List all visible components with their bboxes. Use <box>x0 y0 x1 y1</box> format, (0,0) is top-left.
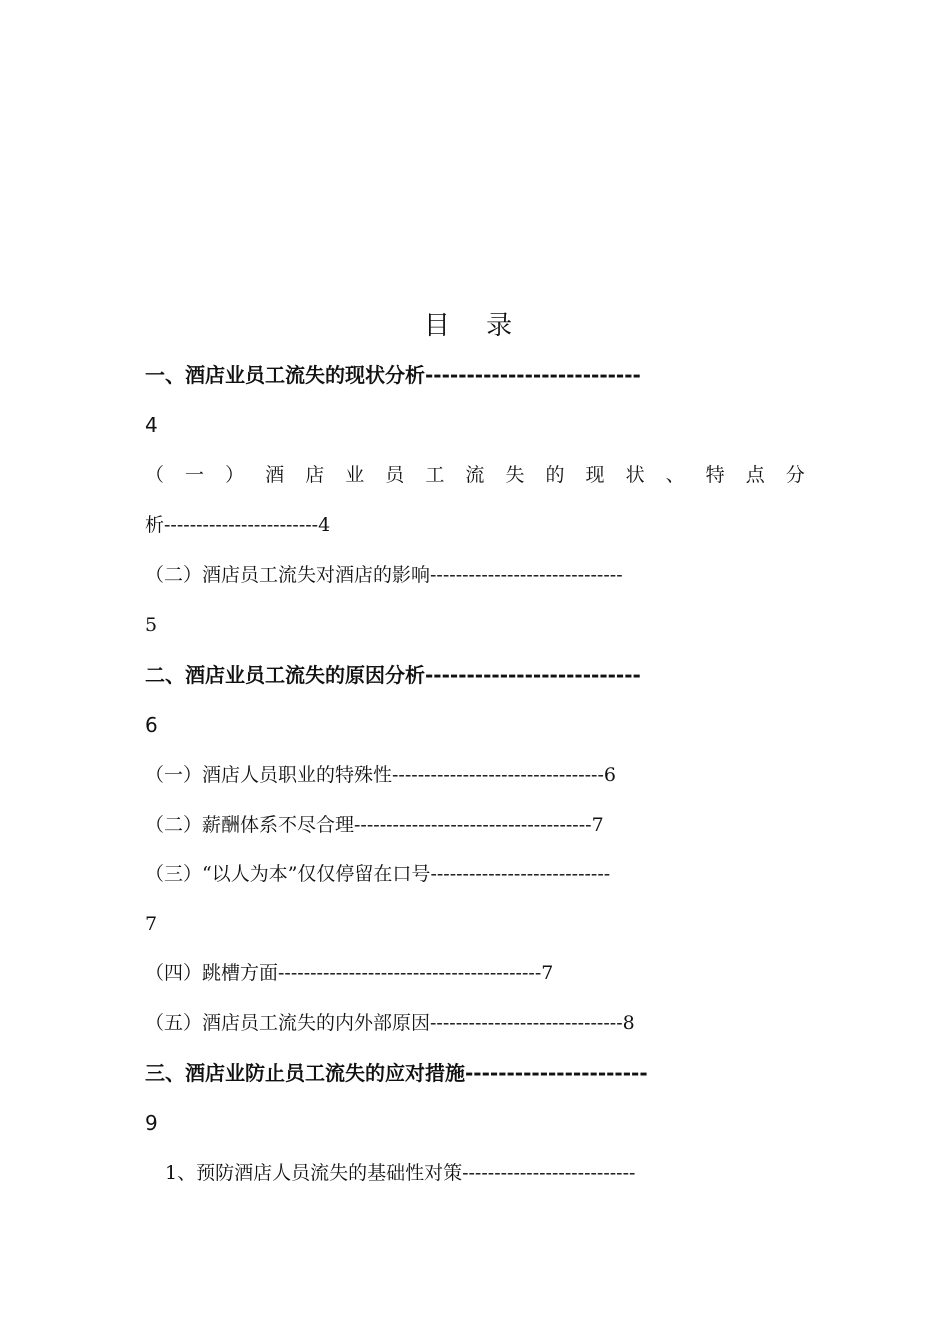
toc-entry-9[interactable] <box>145 1008 805 1038</box>
toc-entry-text: （一）酒店人员职业的特殊性 <box>145 764 393 786</box>
toc-entry-char: 、 <box>665 464 685 486</box>
toc-leader: ---------------------- <box>465 1061 648 1085</box>
toc-page-number: 9 <box>145 1111 158 1135</box>
toc-entry-2-continuation <box>145 510 805 540</box>
toc-leader: ------------------------ <box>164 514 319 536</box>
toc-entry-char: 状 <box>625 464 645 486</box>
toc-leader: --------------------------------- <box>392 764 604 786</box>
toc-entry-text: 1、预防酒店人员流失的基础性对策 <box>165 1162 463 1184</box>
toc-entry-char: ） <box>225 464 245 486</box>
toc-entry-text: 三、酒店业防止员工流失的应对措施 <box>145 1061 465 1085</box>
toc-entry-10[interactable] <box>145 1058 805 1088</box>
toc-entry-text: 二、酒店业员工流失的原因分析 <box>145 663 425 687</box>
toc-entry-7[interactable] <box>145 859 805 889</box>
toc-leader: ------------------------------ <box>430 1012 623 1034</box>
toc-page-number: 7 <box>591 814 604 836</box>
toc-entry-text: （三）“以人为本”仅仅停留在口号 <box>145 863 431 885</box>
toc-entry-char: （ <box>145 464 165 486</box>
toc-leader: ------------------------------------- <box>354 814 592 836</box>
toc-entry-char: 分 <box>785 464 805 486</box>
toc-entry-char: 一 <box>185 464 205 486</box>
toc-entry-char: 失 <box>505 464 525 486</box>
toc-page-number: 6 <box>145 713 158 737</box>
toc-entry-char: 工 <box>425 464 445 486</box>
toc-entry-char: 特 <box>705 464 725 486</box>
toc-entry-3[interactable] <box>145 560 805 590</box>
toc-page-number: 8 <box>622 1012 635 1034</box>
toc-entry-char: 点 <box>745 464 765 486</box>
toc-page-number: 7 <box>145 913 158 935</box>
toc-page-number: 6 <box>603 764 616 786</box>
toc-leader: ---------------------------- <box>430 863 611 885</box>
toc-page-number: 7 <box>541 962 554 984</box>
toc-entry-1[interactable] <box>145 360 805 390</box>
toc-entry-char: 店 <box>305 464 325 486</box>
toc-entry-4[interactable] <box>145 660 805 690</box>
toc-page-number: 4 <box>145 413 158 437</box>
toc-entry-text: （四）跳槽方面 <box>145 962 279 984</box>
toc-entry-char: 的 <box>545 464 565 486</box>
toc-entry-2[interactable] <box>145 460 805 490</box>
toc-entry-8[interactable] <box>145 958 805 988</box>
toc-leader: -------------------------- <box>425 363 641 387</box>
toc-entry-11[interactable] <box>165 1158 805 1188</box>
toc-entry-char: 流 <box>465 464 485 486</box>
toc-page-number: 4 <box>318 514 331 536</box>
toc-leader: --------------------------- <box>462 1162 636 1184</box>
toc-entry-char: 现 <box>585 464 605 486</box>
toc-page-number: 5 <box>145 614 158 636</box>
toc-entry-text: （二）酒店员工流失对酒店的影响 <box>145 564 431 586</box>
toc-entry-text: （二）薪酬体系不尽合理 <box>145 814 355 836</box>
toc-entry-text: （五）酒店员工流失的内外部原因 <box>145 1012 431 1034</box>
toc-entry-char: 员 <box>385 464 405 486</box>
toc-entry-5[interactable] <box>145 760 805 790</box>
toc-entry-text: 一、酒店业员工流失的现状分析 <box>145 363 425 387</box>
toc-leader: ----------------------------------------- <box>278 962 542 984</box>
toc-entry-char: 业 <box>345 464 365 486</box>
toc-leader: ------------------------------ <box>430 564 623 586</box>
toc-title: 目 录 <box>423 311 527 341</box>
toc-entry-char: 酒 <box>265 464 285 486</box>
toc-leader: -------------------------- <box>425 663 641 687</box>
toc-entry-justified-text <box>145 460 805 490</box>
toc-entry-6[interactable] <box>145 810 805 840</box>
toc-entry-text: 析 <box>145 514 165 536</box>
